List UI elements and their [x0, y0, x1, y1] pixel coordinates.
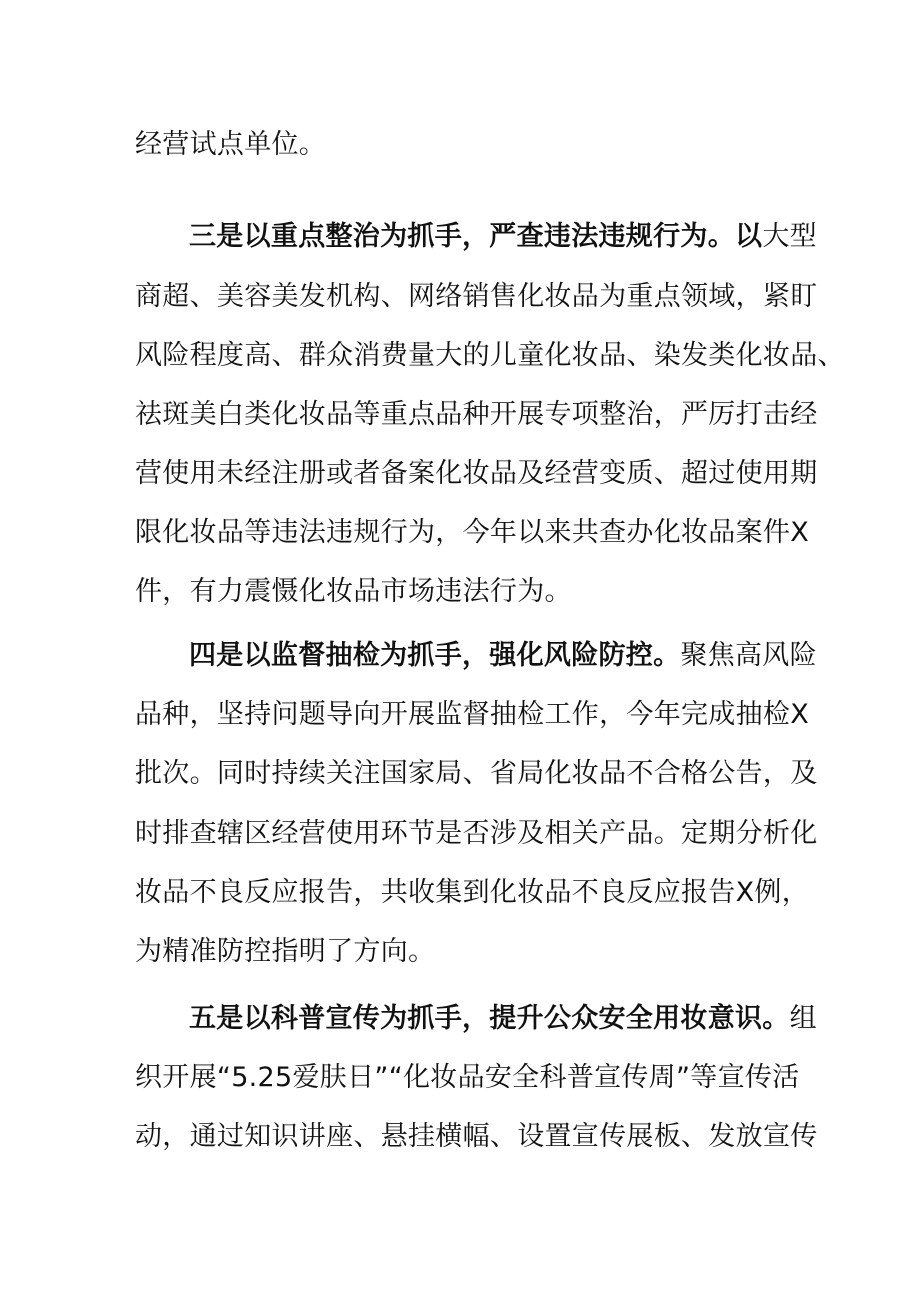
- paragraph-4-line-6: 为精准防控指明了方向。: [135, 936, 436, 967]
- paragraph-4-line-2: 品种，坚持问题导向开展监督抽检工作，今年完成抽检X: [135, 699, 809, 730]
- paragraph-4-heading: 四是以监督抽检为抓手，强化风险防控。: [189, 640, 681, 671]
- paragraph-3-line-4: 祛斑美白类化妆品等重点品种开展专项整治，严厉打击经: [135, 399, 818, 430]
- paragraph-5-text: 组: [789, 1003, 817, 1034]
- paragraph-3-line-2: 商超、美容美发机构、网络销售化妆品为重点领域，紧盯: [135, 281, 818, 312]
- paragraph-3-line-1: [189, 219, 869, 255]
- paragraph-5-line-1: [189, 1001, 869, 1037]
- paragraph-3-line-5: 营使用未经注册或者备案化妆品及经营变质、超过使用期: [135, 458, 818, 489]
- paragraph-3-line-3: 风险程度高、群众消费量大的儿童化妆品、染发类化妆品、: [135, 340, 845, 371]
- paragraph-3-line-6: 限化妆品等违法违规行为，今年以来共查办化妆品案件X: [135, 517, 809, 548]
- paragraph-3-line-7: 件，有力震慑化妆品市场违法行为。: [135, 576, 572, 607]
- paragraph-4-line-4: 时排查辖区经营使用环节是否涉及相关产品。定期分析化: [135, 818, 818, 849]
- paragraph-3-text: 大型: [762, 221, 817, 252]
- paragraph-4-line-1: [189, 638, 869, 674]
- paragraph-fragment: [135, 127, 815, 163]
- paragraph-4-line-5: 妆品不良反应报告，共收集到化妆品不良反应报告X例，: [135, 877, 809, 908]
- text-fragment: 经营试点单位。: [135, 129, 327, 160]
- paragraph-5-line-2: 织开展“5.25爱肤日”“化妆品安全科普宣传周”等宣传活: [135, 1062, 800, 1093]
- paragraph-4-text: 聚焦高风险: [680, 640, 817, 671]
- paragraph-3-heading: 三是以重点整治为抓手，严查违法违规行为。以: [189, 221, 763, 252]
- paragraph-5-heading: 五是以科普宣传为抓手，提升公众安全用妆意识。: [189, 1003, 790, 1034]
- paragraph-5-line-3: 动，通过知识讲座、悬挂横幅、设置宣传展板、发放宣传: [135, 1121, 818, 1152]
- paragraph-4-line-3: 批次。同时持续关注国家局、省局化妆品不合格公告，及: [135, 758, 818, 789]
